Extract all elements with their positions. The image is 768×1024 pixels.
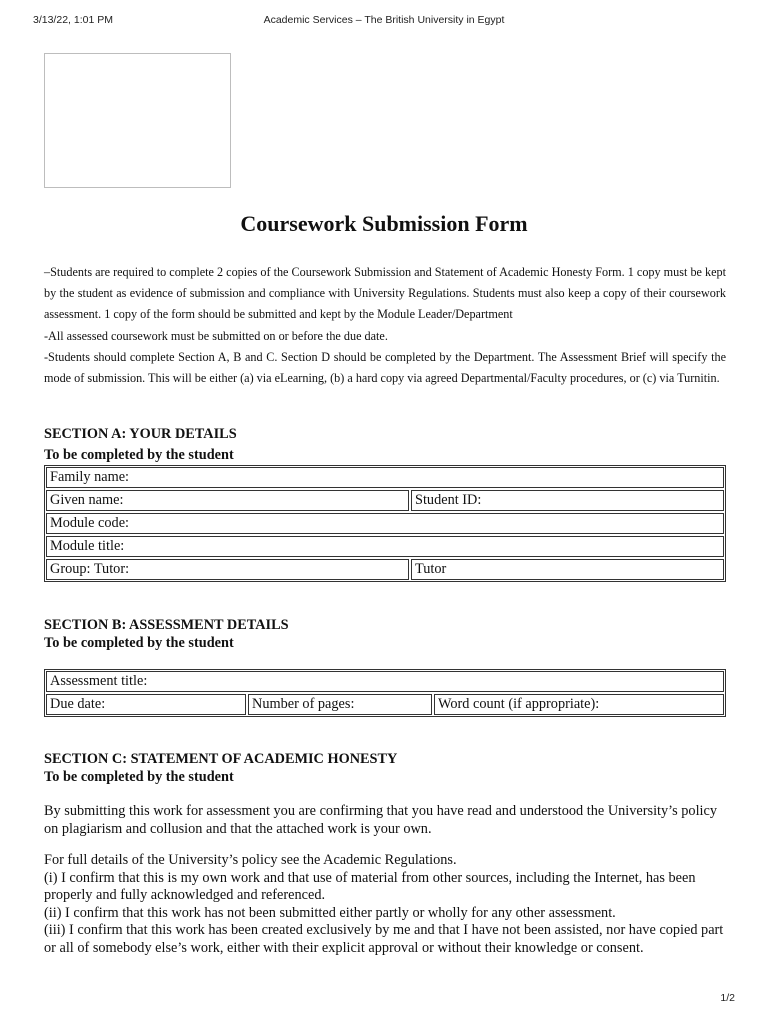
statement-ii: (ii) I confirm that this work has not been submitted either partly or wholly for any other assessment.	[44, 904, 616, 921]
honesty-statements	[44, 852, 726, 958]
word-count-field[interactable]: Word count (if appropriate):	[434, 694, 724, 715]
table-row	[46, 490, 724, 511]
table-row	[46, 467, 724, 488]
group-tutor-field[interactable]: Group: Tutor:	[46, 559, 409, 580]
tutor-field[interactable]: Tutor	[411, 559, 724, 580]
number-of-pages-field[interactable]: Number of pages:	[248, 694, 432, 715]
table-row	[46, 671, 724, 692]
given-name-field[interactable]: Given name:	[46, 490, 409, 511]
module-title-field[interactable]: Module title:	[46, 536, 724, 557]
student-id-field[interactable]: Student ID:	[411, 490, 724, 511]
honesty-declaration	[44, 803, 726, 838]
table-row	[46, 559, 724, 580]
section-b-subheading: To be completed by the student	[44, 635, 234, 651]
section-a-table	[44, 465, 726, 582]
instruction-copies: –Students are required to complete 2 copies of the Coursework Submission and Statement of Academic Honesty Form. 1 copy must be kept by the student as evidence of submission and compliance with University Regulations. Students must also keep a copy of their coursework assessment. 1 copy of the form should be submitted and kept by the Module Leader/Department	[44, 265, 726, 322]
form-title: Coursework Submission Form	[240, 211, 528, 236]
section-b-heading: SECTION B: ASSESSMENT DETAILS	[44, 617, 289, 633]
module-code-field[interactable]: Module code:	[46, 513, 724, 534]
table-row	[46, 694, 724, 715]
family-name-field[interactable]: Family name:	[46, 467, 724, 488]
page-number: 1/2	[720, 992, 735, 1004]
policy-reference: For full details of the University’s policy see the Academic Regulations.	[44, 852, 457, 868]
print-datetime: 3/13/22, 1:01 PM	[33, 14, 113, 26]
section-a-subheading: To be completed by the student	[44, 447, 234, 463]
due-date-field[interactable]: Due date:	[46, 694, 246, 715]
statement-iii: (iii) I confirm that this work has been created exclusively by me and that I have not been assisted, nor have copied part or all of somebody else’s work, either with their explicit approval or without their knowledge or consent.	[44, 922, 724, 956]
print-page-title: Academic Services – The British University in Egypt	[263, 14, 505, 26]
table-row	[46, 536, 724, 557]
section-b-table	[44, 669, 726, 717]
assessment-title-field[interactable]: Assessment title:	[46, 671, 724, 692]
section-c-subheading: To be completed by the student	[44, 769, 234, 785]
declaration-paragraph: By submitting this work for assessment you are confirming that you have read and understood the University’s policy on plagiarism and collusion and that the attached work is your own.	[44, 803, 718, 837]
section-a-heading: SECTION A: YOUR DETAILS	[44, 426, 237, 442]
instruction-due-date: -All assessed coursework must be submitted on or before the due date.	[44, 328, 388, 343]
instruction-sections: -Students should complete Section A, B and C. Section D should be completed by the Department. The Assessment Brief will specify the mode of submission. This will be either (a) via eLearning, (b) a hard copy via agreed Departmental/Faculty procedures, or (c) via Turnitin.	[44, 349, 726, 386]
instructions	[44, 262, 726, 389]
table-row	[46, 513, 724, 534]
university-logo-placeholder	[44, 53, 231, 188]
section-c-heading: SECTION C: STATEMENT OF ACADEMIC HONESTY	[44, 751, 398, 767]
statement-i: (i) I confirm that this is my own work and that use of material from other sources, including the Internet, has been properly and fully acknowledged and referenced.	[44, 869, 696, 904]
